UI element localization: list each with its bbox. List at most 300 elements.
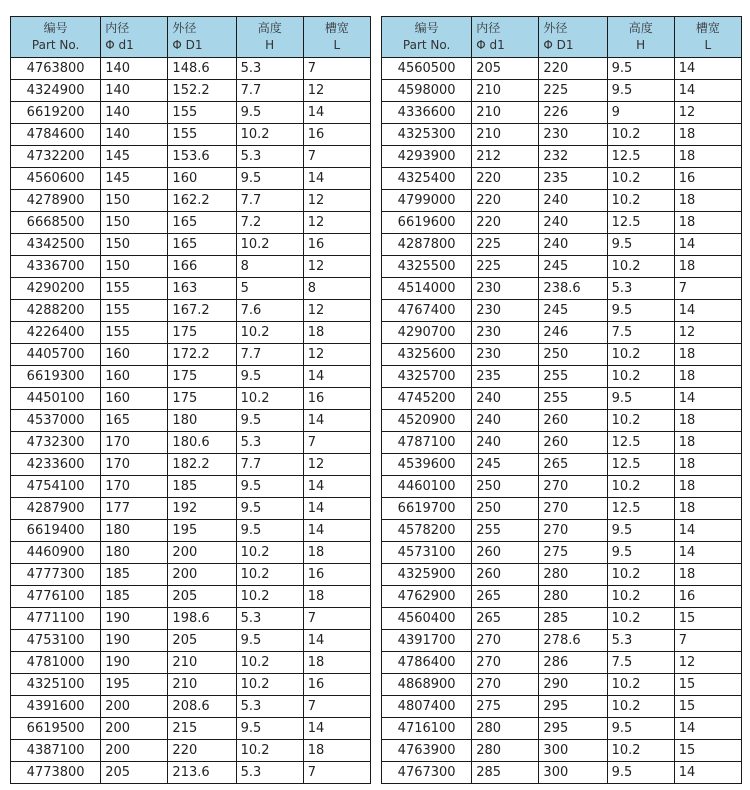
header-inner-diameter (472, 17, 539, 58)
height-cell: 10.2 (607, 366, 674, 388)
part-no-cell: 6668500 (11, 212, 101, 234)
outer-diameter-cell: 166 (168, 256, 236, 278)
part-no-cell: 4868900 (382, 674, 472, 696)
groove-width-cell: 7 (674, 630, 741, 652)
inner-diameter-cell: 140 (101, 80, 168, 102)
table-row (382, 278, 742, 300)
table-row (11, 564, 371, 586)
inner-diameter-cell: 225 (472, 234, 539, 256)
part-no-cell: 6619400 (11, 520, 101, 542)
table-row (382, 718, 742, 740)
part-no-cell: 4520900 (382, 410, 472, 432)
inner-diameter-cell: 230 (472, 300, 539, 322)
part-no-cell: 4290700 (382, 322, 472, 344)
groove-width-cell: 16 (303, 234, 370, 256)
outer-diameter-cell: 225 (539, 80, 607, 102)
groove-width-cell: 14 (674, 542, 741, 564)
outer-diameter-cell: 175 (168, 388, 236, 410)
height-cell: 12.5 (607, 498, 674, 520)
outer-diameter-cell: 172.2 (168, 344, 236, 366)
inner-diameter-cell: 240 (472, 410, 539, 432)
height-cell: 9.5 (607, 300, 674, 322)
table-row (382, 102, 742, 124)
table-row (382, 542, 742, 564)
outer-diameter-cell: 175 (168, 366, 236, 388)
groove-width-cell: 7 (303, 58, 370, 80)
height-cell: 10.2 (607, 740, 674, 762)
table-row (382, 630, 742, 652)
groove-width-cell: 16 (303, 388, 370, 410)
header-groove-width (674, 17, 741, 58)
header-label-cn: 内径 (105, 21, 130, 35)
part-no-cell: 4786400 (382, 652, 472, 674)
header-outer-diameter (539, 17, 607, 58)
groove-width-cell: 7 (303, 608, 370, 630)
outer-diameter-cell: 163 (168, 278, 236, 300)
table-row (11, 476, 371, 498)
inner-diameter-cell: 170 (101, 454, 168, 476)
groove-width-cell: 14 (674, 234, 741, 256)
height-cell: 9.5 (236, 718, 303, 740)
outer-diameter-cell: 285 (539, 608, 607, 630)
height-cell: 10.2 (607, 124, 674, 146)
inner-diameter-cell: 245 (472, 454, 539, 476)
groove-width-cell: 14 (303, 476, 370, 498)
groove-width-cell: 18 (674, 124, 741, 146)
table-row (11, 432, 371, 454)
outer-diameter-cell: 200 (168, 564, 236, 586)
inner-diameter-cell: 210 (472, 102, 539, 124)
table-row (11, 630, 371, 652)
inner-diameter-cell: 220 (472, 168, 539, 190)
table-row (382, 410, 742, 432)
groove-width-cell: 14 (674, 80, 741, 102)
inner-diameter-cell: 265 (472, 586, 539, 608)
height-cell: 12.5 (607, 146, 674, 168)
groove-width-cell: 16 (303, 674, 370, 696)
outer-diameter-cell: 160 (168, 168, 236, 190)
height-cell: 5.3 (236, 696, 303, 718)
part-no-cell: 4514000 (382, 278, 472, 300)
table-row (11, 410, 371, 432)
part-no-cell: 4767300 (382, 762, 472, 784)
table-row (11, 256, 371, 278)
part-no-cell: 4560600 (11, 168, 101, 190)
part-no-cell: 4539600 (382, 454, 472, 476)
table-row (382, 520, 742, 542)
height-cell: 9.5 (607, 58, 674, 80)
groove-width-cell: 18 (674, 432, 741, 454)
header-outer-diameter (168, 17, 236, 58)
inner-diameter-cell: 200 (101, 696, 168, 718)
outer-diameter-cell: 246 (539, 322, 607, 344)
inner-diameter-cell: 235 (472, 366, 539, 388)
table-row (382, 652, 742, 674)
groove-width-cell: 12 (303, 190, 370, 212)
header-label-cn: 高度 (628, 21, 653, 35)
header-label-en: L (704, 38, 712, 52)
table-row (382, 344, 742, 366)
part-no-cell: 4787100 (382, 432, 472, 454)
header-label-cn: 内径 (476, 21, 501, 35)
header-label-en: H (265, 38, 275, 52)
inner-diameter-cell: 280 (472, 718, 539, 740)
outer-diameter-cell: 250 (539, 344, 607, 366)
height-cell: 10.2 (236, 674, 303, 696)
outer-diameter-cell: 213.6 (168, 762, 236, 784)
groove-width-cell: 16 (303, 564, 370, 586)
part-no-cell: 4754100 (11, 476, 101, 498)
part-no-cell: 4288200 (11, 300, 101, 322)
height-cell: 10.2 (607, 564, 674, 586)
table-row (11, 322, 371, 344)
part-no-cell: 4226400 (11, 322, 101, 344)
header-label-en: Φ D1 (543, 38, 574, 52)
height-cell: 9.5 (236, 366, 303, 388)
height-cell: 10.2 (236, 322, 303, 344)
groove-width-cell: 15 (674, 608, 741, 630)
height-cell: 5.3 (236, 608, 303, 630)
groove-width-cell: 14 (674, 58, 741, 80)
table-row (382, 564, 742, 586)
height-cell: 7.5 (607, 322, 674, 344)
parts-table-left (10, 16, 371, 784)
table-row (382, 498, 742, 520)
height-cell: 9.5 (607, 762, 674, 784)
groove-width-cell: 18 (674, 366, 741, 388)
inner-diameter-cell: 210 (472, 124, 539, 146)
table-row (382, 300, 742, 322)
outer-diameter-cell: 260 (539, 432, 607, 454)
header-label-cn: 槽宽 (695, 21, 720, 35)
table-body-left (11, 58, 371, 784)
header-groove-width (303, 17, 370, 58)
outer-diameter-cell: 215 (168, 718, 236, 740)
table-row (382, 124, 742, 146)
groove-width-cell: 12 (303, 212, 370, 234)
inner-diameter-cell: 160 (101, 366, 168, 388)
inner-diameter-cell: 177 (101, 498, 168, 520)
height-cell: 5.3 (236, 146, 303, 168)
header-label-en: L (333, 38, 341, 52)
groove-width-cell: 18 (674, 190, 741, 212)
groove-width-cell: 15 (674, 696, 741, 718)
height-cell: 10.2 (607, 344, 674, 366)
height-cell: 9.5 (607, 542, 674, 564)
header-height (607, 17, 674, 58)
table-row (382, 388, 742, 410)
groove-width-cell: 18 (303, 542, 370, 564)
part-no-cell: 4336700 (11, 256, 101, 278)
inner-diameter-cell: 250 (472, 476, 539, 498)
part-no-cell: 4763900 (382, 740, 472, 762)
part-no-cell: 4233600 (11, 454, 101, 476)
table-row (11, 740, 371, 762)
inner-diameter-cell: 160 (101, 344, 168, 366)
header-label-cn: 外径 (543, 21, 568, 35)
inner-diameter-cell: 270 (472, 630, 539, 652)
part-no-cell: 4807400 (382, 696, 472, 718)
groove-width-cell: 18 (674, 256, 741, 278)
outer-diameter-cell: 270 (539, 476, 607, 498)
inner-diameter-cell: 260 (472, 564, 539, 586)
outer-diameter-cell: 162.2 (168, 190, 236, 212)
height-cell: 10.2 (607, 256, 674, 278)
inner-diameter-cell: 270 (472, 652, 539, 674)
inner-diameter-cell: 140 (101, 124, 168, 146)
table-row (11, 102, 371, 124)
part-no-cell: 4732200 (11, 146, 101, 168)
header-label-en: Φ d1 (476, 38, 505, 52)
header-label-en: H (636, 38, 646, 52)
outer-diameter-cell: 255 (539, 366, 607, 388)
outer-diameter-cell: 245 (539, 256, 607, 278)
height-cell: 9 (607, 102, 674, 124)
outer-diameter-cell: 195 (168, 520, 236, 542)
inner-diameter-cell: 180 (101, 520, 168, 542)
part-no-cell: 4573100 (382, 542, 472, 564)
part-no-cell: 4405700 (11, 344, 101, 366)
table-row (11, 454, 371, 476)
groove-width-cell: 12 (303, 344, 370, 366)
height-cell: 10.2 (236, 388, 303, 410)
part-no-cell: 4342500 (11, 234, 101, 256)
inner-diameter-cell: 220 (472, 190, 539, 212)
outer-diameter-cell: 220 (539, 58, 607, 80)
inner-diameter-cell: 170 (101, 432, 168, 454)
outer-diameter-cell: 300 (539, 762, 607, 784)
inner-diameter-cell: 275 (472, 696, 539, 718)
table-row (11, 652, 371, 674)
groove-width-cell: 18 (674, 410, 741, 432)
outer-diameter-cell: 210 (168, 674, 236, 696)
table-row (11, 212, 371, 234)
inner-diameter-cell: 280 (472, 740, 539, 762)
groove-width-cell: 14 (303, 410, 370, 432)
height-cell: 12.5 (607, 432, 674, 454)
table-row (11, 58, 371, 80)
groove-width-cell: 14 (303, 366, 370, 388)
part-no-cell: 6619700 (382, 498, 472, 520)
outer-diameter-cell: 260 (539, 410, 607, 432)
inner-diameter-cell: 212 (472, 146, 539, 168)
table-row (11, 586, 371, 608)
groove-width-cell: 14 (674, 718, 741, 740)
part-no-cell: 4287900 (11, 498, 101, 520)
table-row (382, 366, 742, 388)
part-no-cell: 4771100 (11, 608, 101, 630)
inner-diameter-cell: 255 (472, 520, 539, 542)
height-cell: 10.2 (236, 564, 303, 586)
table-row (382, 322, 742, 344)
height-cell: 12.5 (607, 454, 674, 476)
outer-diameter-cell: 240 (539, 234, 607, 256)
table-row (382, 454, 742, 476)
inner-diameter-cell: 195 (101, 674, 168, 696)
height-cell: 9.5 (236, 520, 303, 542)
table-row (382, 234, 742, 256)
outer-diameter-cell: 148.6 (168, 58, 236, 80)
groove-width-cell: 14 (303, 102, 370, 124)
header-height (236, 17, 303, 58)
part-no-cell: 4745200 (382, 388, 472, 410)
height-cell: 7.5 (607, 652, 674, 674)
table-row (11, 168, 371, 190)
part-no-cell: 4776100 (11, 586, 101, 608)
header-label-en: Φ D1 (172, 38, 203, 52)
inner-diameter-cell: 165 (101, 410, 168, 432)
outer-diameter-cell: 255 (539, 388, 607, 410)
inner-diameter-cell: 230 (472, 278, 539, 300)
inner-diameter-cell: 265 (472, 608, 539, 630)
table-row (382, 740, 742, 762)
height-cell: 10.2 (236, 740, 303, 762)
inner-diameter-cell: 200 (101, 740, 168, 762)
header-label-cn: 编号 (414, 21, 439, 35)
outer-diameter-cell: 290 (539, 674, 607, 696)
parts-table-right (381, 16, 742, 784)
groove-width-cell: 16 (303, 124, 370, 146)
part-no-cell: 4762900 (382, 586, 472, 608)
outer-diameter-cell: 295 (539, 718, 607, 740)
table-row (11, 300, 371, 322)
inner-diameter-cell: 185 (101, 564, 168, 586)
outer-diameter-cell: 185 (168, 476, 236, 498)
inner-diameter-cell: 140 (101, 58, 168, 80)
groove-width-cell: 15 (674, 674, 741, 696)
header-label-cn: 外径 (172, 21, 197, 35)
table-row (11, 234, 371, 256)
part-no-cell: 6619200 (11, 102, 101, 124)
table-row (11, 674, 371, 696)
outer-diameter-cell: 232 (539, 146, 607, 168)
header-label-cn: 槽宽 (324, 21, 349, 35)
groove-width-cell: 14 (674, 520, 741, 542)
groove-width-cell: 18 (303, 322, 370, 344)
height-cell: 9.5 (607, 80, 674, 102)
outer-diameter-cell: 155 (168, 124, 236, 146)
height-cell: 5.3 (607, 278, 674, 300)
inner-diameter-cell: 270 (472, 674, 539, 696)
inner-diameter-cell: 260 (472, 542, 539, 564)
part-no-cell: 6619300 (11, 366, 101, 388)
header-row (382, 17, 742, 58)
part-no-cell: 4537000 (11, 410, 101, 432)
groove-width-cell: 18 (303, 586, 370, 608)
height-cell: 9.5 (607, 718, 674, 740)
part-no-cell: 4799000 (382, 190, 472, 212)
groove-width-cell: 18 (674, 476, 741, 498)
table-row (11, 542, 371, 564)
groove-width-cell: 7 (303, 432, 370, 454)
inner-diameter-cell: 170 (101, 476, 168, 498)
height-cell: 5.3 (607, 630, 674, 652)
height-cell: 7.7 (236, 454, 303, 476)
table-row (382, 58, 742, 80)
height-cell: 10.2 (236, 234, 303, 256)
inner-diameter-cell: 150 (101, 256, 168, 278)
height-cell: 9.5 (236, 630, 303, 652)
inner-diameter-cell: 190 (101, 652, 168, 674)
groove-width-cell: 12 (303, 300, 370, 322)
outer-diameter-cell: 280 (539, 564, 607, 586)
table-row (11, 146, 371, 168)
part-no-cell: 4460900 (11, 542, 101, 564)
inner-diameter-cell: 205 (472, 58, 539, 80)
inner-diameter-cell: 205 (101, 762, 168, 784)
table-row (11, 366, 371, 388)
inner-diameter-cell: 220 (472, 212, 539, 234)
header-label-en: Part No. (31, 38, 80, 52)
table-row (382, 256, 742, 278)
height-cell: 7.7 (236, 190, 303, 212)
part-no-cell: 4777300 (11, 564, 101, 586)
height-cell: 9.5 (236, 476, 303, 498)
groove-width-cell: 12 (303, 256, 370, 278)
height-cell: 9.5 (236, 498, 303, 520)
outer-diameter-cell: 155 (168, 102, 236, 124)
inner-diameter-cell: 240 (472, 388, 539, 410)
part-no-cell: 4290200 (11, 278, 101, 300)
part-no-cell: 4325400 (382, 168, 472, 190)
part-no-cell: 4325900 (382, 564, 472, 586)
inner-diameter-cell: 210 (472, 80, 539, 102)
height-cell: 7.6 (236, 300, 303, 322)
inner-diameter-cell: 240 (472, 432, 539, 454)
part-no-cell: 4325300 (382, 124, 472, 146)
inner-diameter-cell: 145 (101, 168, 168, 190)
table-row (11, 498, 371, 520)
height-cell: 10.2 (607, 674, 674, 696)
inner-diameter-cell: 155 (101, 322, 168, 344)
part-no-cell: 6619600 (382, 212, 472, 234)
height-cell: 5.3 (236, 762, 303, 784)
part-no-cell: 4560400 (382, 608, 472, 630)
height-cell: 9.5 (607, 520, 674, 542)
part-no-cell: 4784600 (11, 124, 101, 146)
outer-diameter-cell: 270 (539, 498, 607, 520)
part-no-cell: 4716100 (382, 718, 472, 740)
inner-diameter-cell: 190 (101, 608, 168, 630)
height-cell: 7.2 (236, 212, 303, 234)
height-cell: 10.2 (607, 608, 674, 630)
height-cell: 7.7 (236, 344, 303, 366)
outer-diameter-cell: 238.6 (539, 278, 607, 300)
height-cell: 9.5 (236, 102, 303, 124)
part-no-cell: 4560500 (382, 58, 472, 80)
part-no-cell: 4460100 (382, 476, 472, 498)
table-row (382, 586, 742, 608)
groove-width-cell: 18 (674, 344, 741, 366)
inner-diameter-cell: 155 (101, 278, 168, 300)
groove-width-cell: 18 (674, 212, 741, 234)
outer-diameter-cell: 220 (168, 740, 236, 762)
groove-width-cell: 18 (674, 454, 741, 476)
inner-diameter-cell: 185 (101, 586, 168, 608)
groove-width-cell: 18 (303, 740, 370, 762)
part-no-cell: 4278900 (11, 190, 101, 212)
groove-width-cell: 14 (303, 168, 370, 190)
inner-diameter-cell: 155 (101, 300, 168, 322)
height-cell: 10.2 (607, 168, 674, 190)
part-no-cell: 6619500 (11, 718, 101, 740)
outer-diameter-cell: 165 (168, 212, 236, 234)
groove-width-cell: 14 (674, 300, 741, 322)
part-no-cell: 4598000 (382, 80, 472, 102)
groove-width-cell: 15 (674, 740, 741, 762)
table-row (11, 520, 371, 542)
part-no-cell: 4387100 (11, 740, 101, 762)
